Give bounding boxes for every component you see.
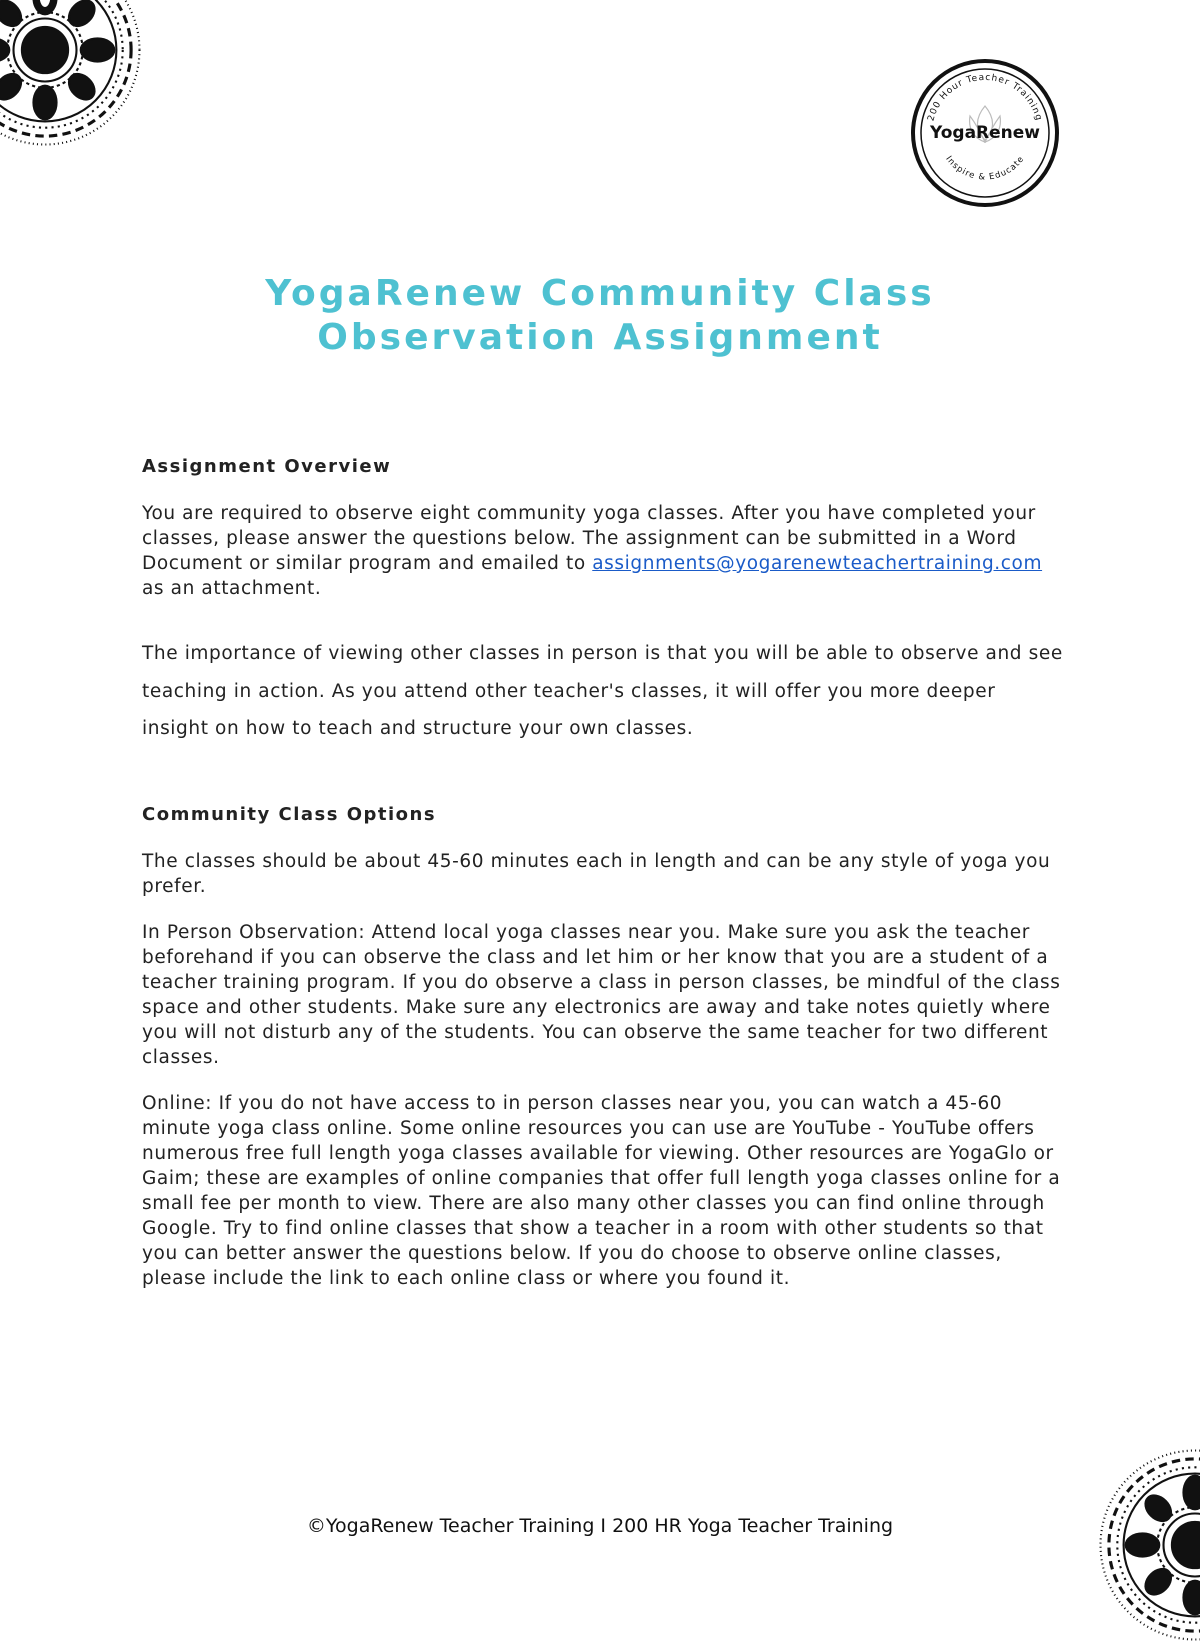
document-body — [142, 455, 1067, 1291]
overview-text-after-link: as an attachment. — [142, 578, 321, 599]
title-line-2: Observation Assignment — [120, 316, 1080, 360]
yogarenew-logo — [910, 58, 1060, 208]
mandala-icon — [0, 0, 150, 155]
section-heading-overview: Assignment Overview — [142, 455, 1067, 479]
section-heading-options: Community Class Options — [142, 803, 1067, 827]
overview-text-before-link: You are required to observe eight community yoga classes. After you have completed your classes, please answer the questions below. The assignment can be submitted in a Word Document or similar program and emailed to — [142, 503, 1036, 574]
svg-text:Inspire & Educate: Inspire & Educate — [943, 154, 1026, 182]
svg-text:YogaRenew: YogaRenew — [929, 123, 1040, 143]
assignments-email-link[interactable]: assignments@yogarenewteachertraining.com — [592, 553, 1042, 574]
overview-paragraph — [142, 501, 1067, 601]
classes-length-paragraph: The classes should be about 45-60 minutes each in length and can be any style of yoga you prefer. — [142, 849, 1067, 899]
in-person-paragraph: In Person Observation: Attend local yoga classes near you. Make sure you ask the teacher beforehand if you can observe the class and let him or her know that you are a student of a teacher training program. If you do observe a class in person classes, be mindful of the class space and other students. Make sure any electronics are away and take notes quietly where you will not disturb any of the students. You can observe the same teacher for two different classes. — [142, 920, 1067, 1070]
mandala-icon — [1090, 1440, 1200, 1650]
page-title — [120, 272, 1080, 360]
online-paragraph: Online: If you do not have access to in person classes near you, you can watch a 45-60 minute yoga class online. Some online resources you can use are YouTube - YouTube offers numerous free full length yoga classes available for viewing. Other resources are YogaGlo or Gaim; these are examples of online companies that offer full length yoga classes online for a small fee per month to view. There are also many other classes you can find online through Google. Try to find online classes that show a teacher in a room with other students so that you can better answer the questions below. If you do choose to observe online classes, please include the link to each online class or where you found it. — [142, 1091, 1067, 1291]
importance-paragraph: The importance of viewing other classes in person is that you will be able to observe and see teaching in action. As you attend other teacher's classes, it will offer you more deeper insight on how to teach and structure your own classes. — [142, 635, 1067, 748]
title-line-1: YogaRenew Community Class — [120, 272, 1080, 316]
page-footer: ©YogaRenew Teacher Training I 200 HR Yoga Teacher Training — [0, 1515, 1200, 1537]
svg-text:200 Hour Teacher Training: 200 Hour Teacher Training — [926, 73, 1043, 122]
